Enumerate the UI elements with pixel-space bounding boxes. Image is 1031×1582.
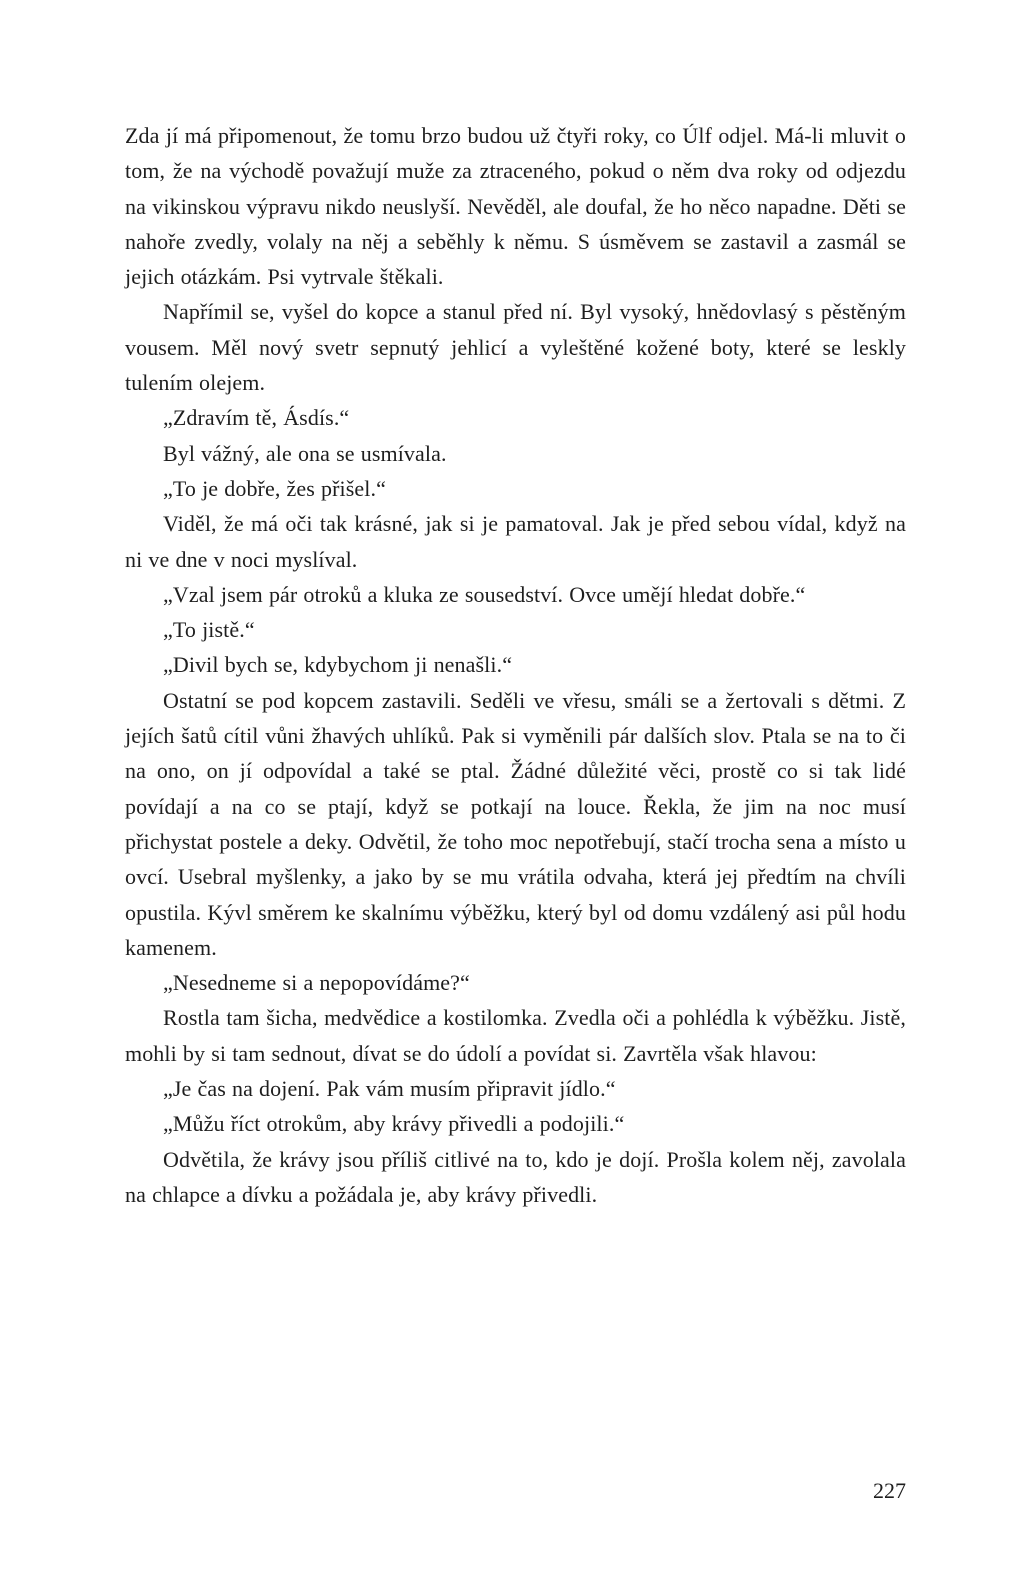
paragraph: „Divil bych se, kdybychom ji nenašli.“ [163,652,513,678]
paragraph: Zda jí má připomenout, že tomu brzo budou už čtyři roky, co Úlf odjel. Má-li mluvit o tom, že na východě považují muže za ztraceného, pokud o něm dva roky od odjezdu na vikinskou výpravu nikdo neuslyší. Nevěděl, ale doufal, že ho něco napadne. Děti se nahoře zvedly, volaly na něj a seběhly k němu. S úsměvem se zastavil a zasmál se jejich otázkám. Psi vytrvale štěkali. [125,123,906,290]
paragraph: Rostla tam šicha, medvědice a kostilomka. Zvedla oči a pohlédla k výběžku. Jistě, mohli by si tam sednout, dívat se do údolí a povídat si. Zavrtěla však hlavou: [125,1005,906,1066]
page-text [125,118,906,1212]
paragraph: „Vzal jsem pár otroků a kluka ze sousedství. Ovce umějí hledat dobře.“ [163,581,806,607]
paragraph: „Zdravím tě, Ásdís.“ [163,405,350,431]
paragraph: „Je čas na dojení. Pak vám musím připravit jídlo.“ [163,1076,616,1102]
paragraph: Napřímil se, vyšel do kopce a stanul před ní. Byl vysoký, hnědovlasý s pěstěným vousem. Měl nový svetr sepnutý jehlicí a vyleštěné kožené boty, které se leskly tulením olejem. [125,299,906,396]
page-number: 227 [873,1478,906,1503]
paragraph: Viděl, že má oči tak krásné, jak si je pamatoval. Jak je před sebou vídal, když na ni ve dne v noci myslíval. [125,511,906,572]
paragraph: Byl vážný, ale ona se usmívala. [163,440,447,466]
paragraph: „To jistě.“ [163,617,255,643]
paragraph: Ostatní se pod kopcem zastavili. Seděli ve vřesu, smáli se a žertovali s dětmi. Z jejích šatů cítil vůni žhavých uhlíků. Pak si vyměnili pár dalších slov. Ptala se na to či na ono, on jí odpovídal a také se ptal. Žádné důležité věci, prostě co si tak lidé povídají a na co se ptají, když se potkají na louce. Řekla, že jim na noc musí přichystat postele a deky. Odvětil, že toho moc nepotřebují, stačí trocha sena a místo u ovcí. Usebral myšlenky, a jako by se mu vrátila odvaha, která jej předtím na chvíli opustila. Kývl směrem ke skalnímu výběžku, který byl od domu vzdálený asi půl hodu kamenem. [125,687,906,960]
paragraph: Odvětila, že krávy jsou příliš citlivé na to, kdo je dojí. Prošla kolem něj, zavolala na chlapce a dívku a požádala je, aby krávy přivedli. [125,1146,906,1207]
paragraph: „To je dobře, žes přišel.“ [163,475,386,501]
paragraph: „Nesedneme si a nepopovídáme?“ [163,970,470,996]
paragraph: „Můžu říct otrokům, aby krávy přivedli a podojili.“ [163,1111,625,1137]
